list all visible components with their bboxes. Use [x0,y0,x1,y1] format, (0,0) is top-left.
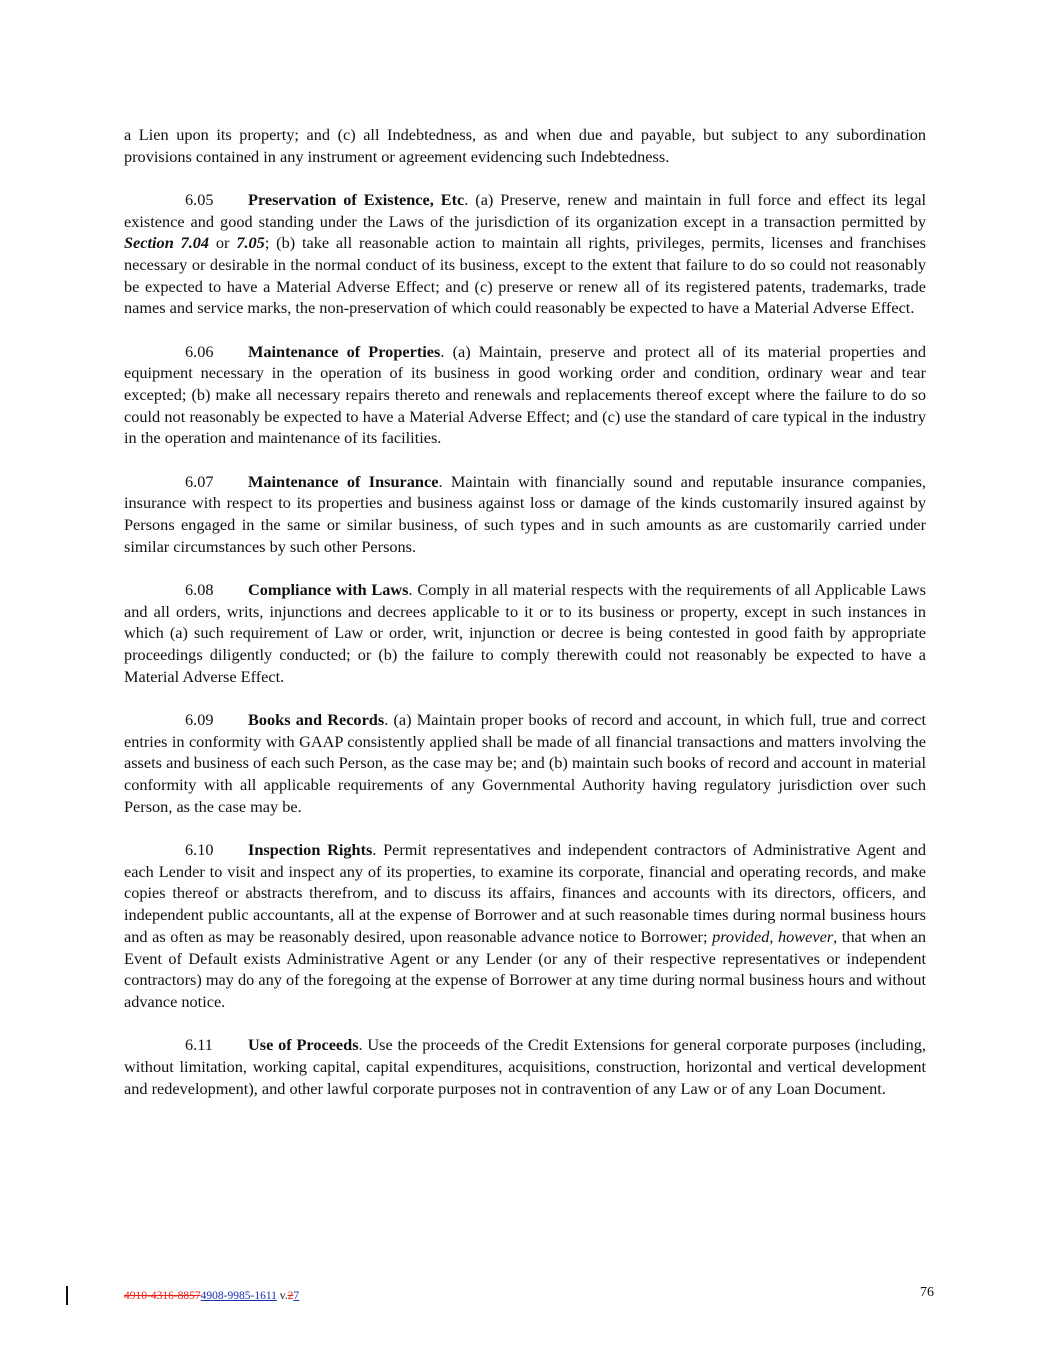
section-number: 6.07 [185,471,214,491]
section-6-06: 6.06 Maintenance of Properties. (a) Maintain, preserve and protect all of its material properties and equipment necessary in the operation of its business in good working order and condition, ordinary wear and tear excepted; (b) make all necessary repairs thereto and renewals and replacements thereof except where the failure to do so could not reasonably be expected to have a Material Adverse Effect; and (c) use the standard of care typical in the industry in the operation and maintenance of its facilities. [124,341,926,448]
document-body [124,124,926,1121]
section-heading: Inspection Rights [248,839,373,859]
section-6-11: 6.11 Use of Proceeds. Use the proceeds of the Credit Extensions for general corporate purposes (including, without limitation, working capital, capital expenditures, acquisitions, construction, horizontal and vertical development and redevelopment), and other lawful corporate purposes not in contravention of any Law or of any Loan Document. [124,1035,926,1098]
section-heading: Books and Records [248,709,385,729]
section-number: 6.11 [185,1035,213,1055]
change-bar-icon [66,1286,68,1305]
section-reference: 7.05 [236,233,265,253]
inserted-version: 7 [293,1290,300,1302]
section-number: 6.09 [185,709,214,729]
section-6-08: 6.08 Compliance with Laws. Comply in all material respects with the requirements of all Applicable Laws and all orders, writs, injunctions and decrees applicable to it or to its business or property, except in such instances in which (a) such requirement of Law or order, writ, injunction or decree is being contested in good faith by appropriate proceedings diligently conducted; or (b) the failure to comply therewith could not reasonably be expected to have a Material Adverse Effect. [124,579,926,686]
section-heading: Use of Proceeds [248,1035,359,1055]
section-heading: Maintenance of Properties [248,341,441,361]
continuation-paragraph: a Lien upon its property; and (c) all Indebtedness, as and when due and payable, but subject to any subordination provisions contained in any instrument or agreement evidencing such Indebtedness. [124,125,926,166]
section-number: 6.05 [185,189,214,209]
section-heading: Compliance with Laws [248,579,409,599]
section-6-10: 6.10 Inspection Rights. Permit representatives and independent contractors of Administrative Agent and each Lender to visit and inspect any of its properties, to examine its corporate, financial and operating records, and make copies thereof or abstracts therefrom, and to discuss its affairs, finances and accounts with its directors, officers, and independent public accountants, all at the expense of Borrower and at such reasonable times during normal business hours and as often as may be reasonably desired, upon reasonable advance notice to Borrower; provided, however, that when an Event of Default exists Administrative Agent or any Lender (or any of their respective representatives or independent contractors) may do any of the foregoing at the expense of Borrower at any time during normal business hours and without advance notice. [124,839,927,1011]
section-number: 6.08 [185,579,214,599]
section-reference: Section 7.04 [124,233,210,253]
inserted-document-id: 4908-9985-1611 [200,1290,277,1302]
section-number: 6.06 [185,341,214,361]
section-heading: Maintenance of Insurance [248,471,439,491]
version-prefix: v. [276,1290,288,1302]
page-number: 76 [920,1285,934,1300]
document-id-footer [124,1290,299,1302]
deleted-document-id: 4910-4316-8857 [124,1290,201,1302]
section-heading: Preservation of Existence, Etc [248,189,465,209]
section-6-05: 6.05 Preservation of Existence, Etc. (a) Preserve, renew and maintain in full force and effect its legal existence and good standing under the Laws of the jurisdiction of its organization except in a transaction permitted by Section 7.04 or 7.05; (b) take all reasonable action to maintain all rights, privileges, permits, licenses and franchises necessary or desirable in the normal conduct of its business, except to the extent that failure to do so could not reasonably be expected to have a Material Adverse Effect; and (c) preserve or renew all of its registered patents, trademarks, trade names and service marks, the non-preservation of which could reasonably be expected to have a Material Adverse Effect. [124,189,927,318]
deleted-version: 2 [287,1290,294,1302]
section-6-09: 6.09 Books and Records. (a) Maintain proper books of record and account, in which full, true and correct entries in conformity with GAAP consistently applied shall be made of all financial transactions and matters involving the assets and business of each such Person, as the case may be; and (b) maintain such books of record and account in material conformity with all applicable requirements of any Governmental Authority having regulatory jurisdiction over such Person, as the case may be. [124,709,926,816]
section-6-07: 6.07 Maintenance of Insurance. Maintain with financially sound and reputable insurance companies, insurance with respect to its properties and business against loss or damage of the kinds customarily insured against by Persons engaged in the same or similar business, of such types and in such amounts as are customarily carried under similar circumstances by such other Persons. [124,471,927,556]
section-number: 6.10 [185,839,214,859]
